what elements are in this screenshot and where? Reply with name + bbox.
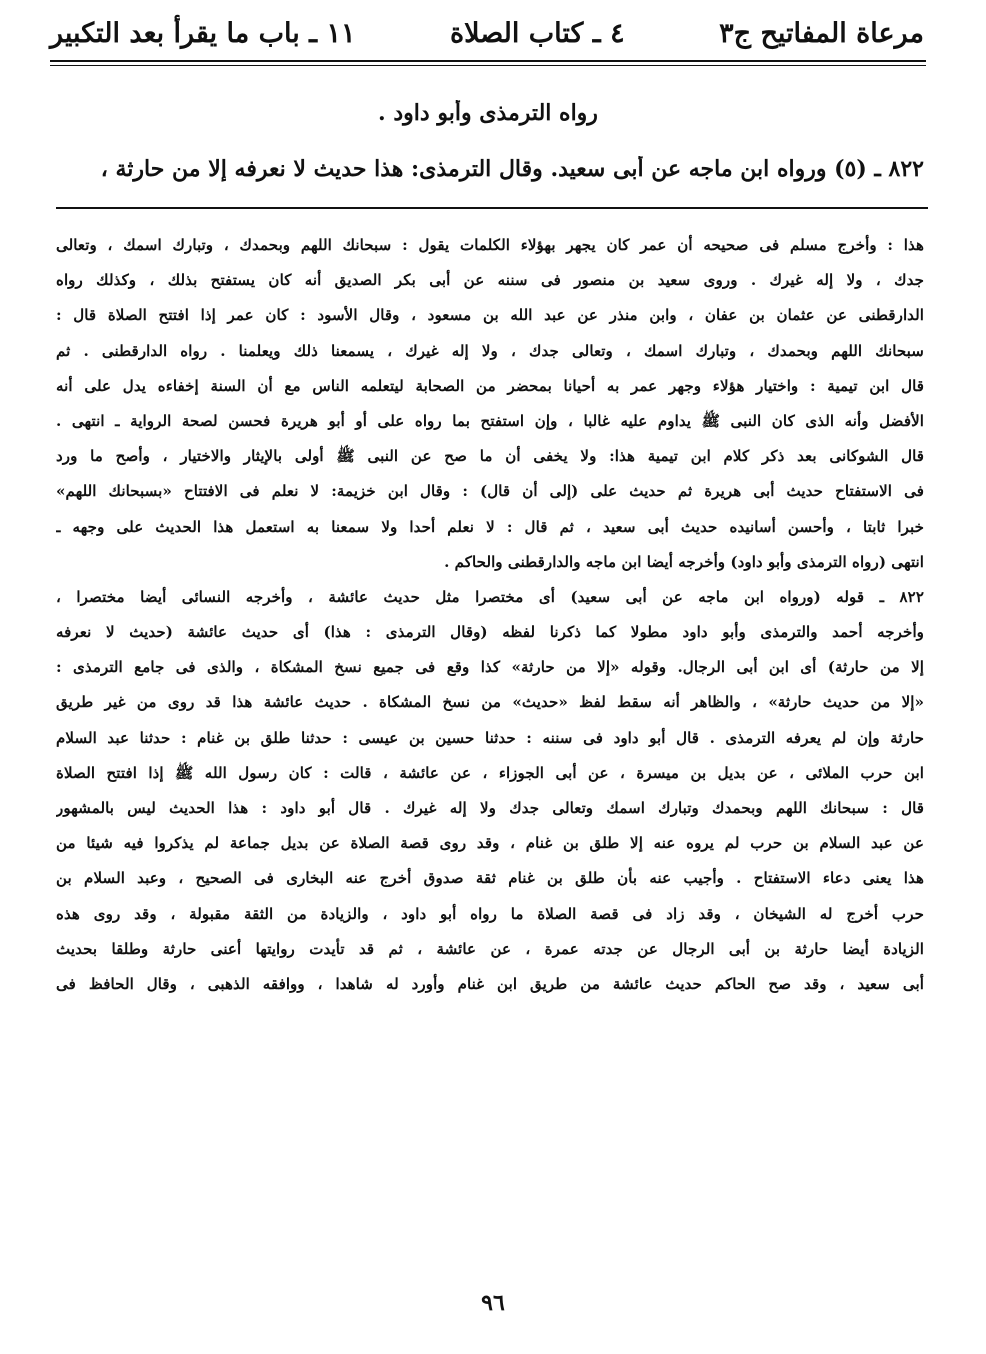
chapter-title: ٤ ـ كتاب الصلاة [449,17,625,49]
commentary-line: وأخرجه أحمد والترمذى وأبو داود مطولا كما ذكرنا لفظه (وقال الترمذى : هذا) أى حديث عائشة (حديث لا نعرفه [56,623,924,642]
commentary-line: خبرا ثابتا ، وأحسن أسانيده حديث أبى سعيد ، ثم قال : لا نعلم أحدا ولا سمعنا به استعمل هذا الحديث على وجهه ـ [56,517,924,536]
commentary-line: ٨٢٢ ـ قوله (ورواه ابن ماجه عن أبى سعيد) أى مختصرا مثل حديث عائشة ، وأخرجه النسائى أيضا مختصرا ، [56,587,924,606]
commentary-line: حارثة وإن لم يعرفه الترمذى . قال أبو داود فى سننه : حدثنا حسين بن عيسى : حدثنا طلق بن غنام : حدثنا عبد السلام [56,728,924,747]
commentary-line: انتهى (رواه الترمذى وأبو داود) وأخرجه أيضا ابن ماجه والدارقطنى والحاكم . [444,552,924,571]
commentary-line: الدارقطنى عن عثمان بن عفان ، وابن منذر عن عبد الله بن مسعود ، وقال الأسود : كان عمر إذا افتتح الصلاة قال : [56,306,924,325]
commentary-line: إلا من حارثة) أى ابن أبى الرجال. وقوله «إلا من حارثة» كذا وقع فى جميع نسخ المشكاة ، والذى فى جامع الترمذى : [56,658,924,677]
commentary-line: سبحانك اللهم وبحمدك ، وتبارك اسمك ، وتعالى جدك ، ولا إله غيرك ، يسمعنا ذلك ويعلمنا . رواه الدارقطنى . ثم [56,341,924,360]
commentary-line: ابن حرب الملائى ، عن بديل بن ميسرة ، عن أبى الجوزاء ، عن عائشة ، قالت : كان رسول الله ﷺ إذا افتتح الصلاة [56,763,924,782]
commentary-line: قال ابن تيمية : واختيار هؤلاء وجهر عمر به أحيانا بمحضر من الصحابة ليتعلمه الناس مع أن السنة إخفاءه يدل على أنه [56,376,924,395]
commentary-line: قال : سبحانك اللهم وبحمدك وتبارك اسمك وتعالى جدك ولا إله غيرك . قال أبو داود : هذا الحديث ليس بالمشهور [56,799,924,817]
commentary-line: عن عبد السلام بن حرب لم يروه عنه إلا طلق بن غنام ، وقد روى قصة الصلاة عن بديل جماعة لم يذكروا فيه شيئا من [56,834,924,853]
commentary-line: أبى سعيد ، وقد صح الحاكم حديث عائشة من طريق ابن غنام وأورد له شاهدا ، ووافقه الذهبى ، وقال الحافظ فى [56,974,924,993]
book-title: مرعاة المفاتيح ج٣ [719,17,924,49]
running-header [50,10,924,56]
header-rule [50,60,926,66]
commentary-block [56,228,924,1002]
matn-line: ٨٢٢ ـ (٥) ورواه ابن ماجه عن أبى سعيد. وقال الترمذى: هذا حديث لا نعرفه إلا من حارثة ، [100,156,924,182]
commentary-line: فى الاستفتاح حديث أبى هريرة ثم حديث على (إلى أن قال) : وقال ابن خزيمة: لا نعلم فى الافتتاح «بسبحانك اللهم» [56,482,924,501]
commentary-line: حرب أخرج له الشيخان ، وقد زاد فى قصة الصلاة ما رواه أبو داود ، والزيادة من الثقة مقبولة ، وقد روى هذه [56,904,924,923]
commentary-line: «إلا من حديث حارثة» ، والظاهر أنه سقط لفظ «حديث» من نسخ المشكاة . حديث عائشة هذا قد روى من غير طريق [56,693,924,712]
commentary-line: هذا يعنى دعاء الاستفتاح . وأجيب عنه بأن طلق بن غنام ثقة صدوق أخرج عنه البخارى فى الصحيح ، وعبد السلام بن [56,869,924,888]
commentary-line: الزيادة أيضا حارثة بن أبى الرجال عن جدته عمرة ، عن عائشة ، ثم قد تأيدت روايتها أعنى حارثة وطلقا بحديث [56,939,924,958]
matn-line: رواه الترمذى وأبو داود . [378,100,598,126]
page-number: ٩٦ [481,1290,505,1316]
commentary-line: جدك ، ولا إله غيرك . وروى سعيد بن منصور فى سننه عن أبى بكر الصديق أنه كان يستفتح بذلك ، وكذلك رواه [56,271,924,290]
commentary-line: الأفضل وأنه الذى كان النبى ﷺ يداوم عليه غالبا ، وإن استفتح بما رواه على أو أبو هريرة فحسن لصحة الرواية ـ انتهى . [56,411,924,430]
commentary-line: قال الشوكانى بعد ذكر كلام ابن تيمية هذا: ولا يخفى أن ما صح عن النبى ﷺ أولى بالإيثار والاختيار ، وأصح ما ورد [56,447,924,466]
section-title: ١١ ـ باب ما يقرأ بعد التكبير [50,17,356,49]
separator-rule [56,207,928,209]
commentary-line: هذا : وأخرج مسلم فى صحيحه أن عمر كان يجهر بهؤلاء الكلمات يقول : سبحانك اللهم وبحمدك ، وتبارك اسمك ، وتعالى [56,236,924,254]
